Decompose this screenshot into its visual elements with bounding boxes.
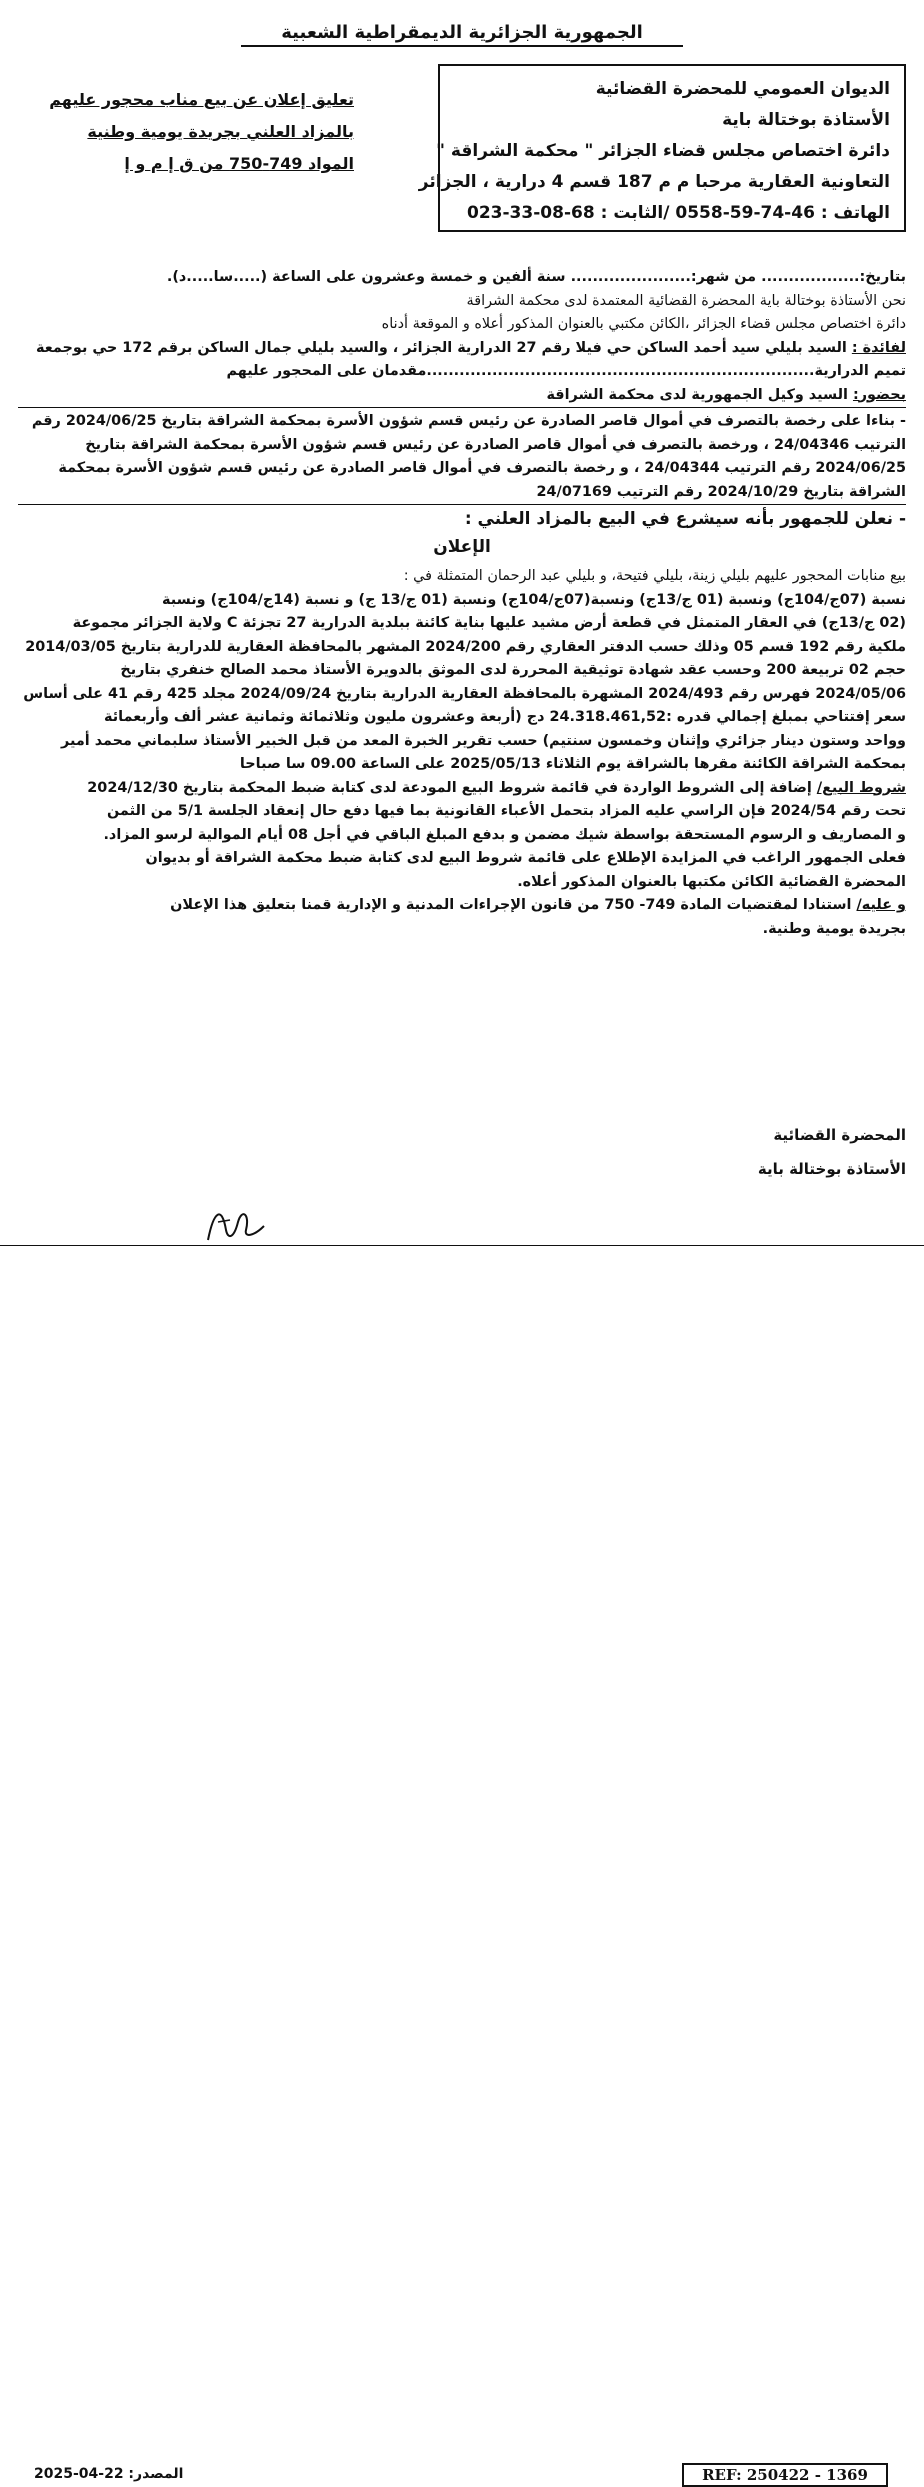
sale-line-3: (02 ج/13ج) في العقار المتمثل في قطعة أرض مشيد عليها بناية كائنة ببلدية الدرارية 27 تجزئة C ولاية الجزائر مجموعة: [72, 615, 906, 631]
sale-line-5: حجم 02 تربيعة 200 وحسب عقد شهادة توثيقية المحررة لدى الموثق بالدويرة الأستاذ محمد الصالح خنفري بتاريخ: [120, 662, 906, 678]
footer: [0, 1230, 924, 2484]
publication-note: [24, 84, 354, 180]
sale-line-7: سعر إفتتاحي بمبلغ إجمالي قدره :24.318.461,52 دج (أربعة وعشرون مليون وثلاثمائة وثمانية عشر ألف وأربعمائة: [104, 709, 906, 725]
signature-name: الأستاذة بوختالة باية: [757, 1160, 906, 1178]
sale-line-4: ملكية رقم 192 قسم 05 وذلك حسب الدفتر العقاري رقم 2024/200 المشهر بالمحافظة العقارية للدرارية بتاريخ 2014/03/05: [25, 638, 906, 655]
therefore-label: و عليه/: [856, 897, 906, 913]
for-label: لفائدة :: [851, 339, 906, 356]
publication-note-line1: تعليق إعلان عن بيع مناب محجور عليهم: [49, 90, 354, 109]
sale-line-8: وواحد وستون دينار جزائري وإثنان وخمسون سنتيم) حسب تقرير الخبرة المعد من قبل الخبير الأستاذ سلبماني محمد أمير: [61, 732, 906, 749]
terms-line-5: المحضرة القضائية الكائن مكتبها بالعنوان المذكور أعلاه.: [517, 873, 906, 890]
sale-line-2: نسبة (07ج/104ج) ونسبة (01 ج/13ج) ونسبة(07ج/104ج) ونسبة (01 ج/13 ج) و نسبة (14ج/104ج) ونسبة: [162, 591, 906, 608]
reference-box: REF: 250422 - 1369: [682, 2463, 888, 2487]
sale-line-6: 2024/05/06 فهرس رقم 2024/493 المشهرة بالمحافظة العقارية الدرارية بتاريخ 2024/09/24 مجلد 425 رقم 41 على أساس: [23, 685, 906, 702]
terms-line-1: إضافة إلى الشروط الواردة في قائمة شروط البيع المودعة لدى كتابة ضبط المحكمة بتاريخ 2024/12/30: [87, 779, 812, 796]
basis-line-3: 2024/06/25 رقم الترتيب 24/04344 ، و رخصة بالتصرف في أموال قاصر الصادرة عن رئيس قسم شؤون الأسرة بمحكمة: [58, 460, 906, 476]
terms-label: شروط البيع/: [816, 779, 906, 796]
presence-label: بحضور:: [852, 386, 906, 403]
republic-title: الجمهورية الجزائرية الديمقراطية الشعبية: [241, 22, 683, 47]
announce-line: - نعلن للجمهور بأنه سيشرع في البيع بالمزاد العلني :: [464, 509, 906, 529]
basis-line-4: الشراقة بتاريخ 2024/10/29 رقم الترتيب 24/07169: [18, 481, 906, 506]
office-name: الديوان العمومي للمحضرة القضائية: [595, 79, 890, 99]
terms-line-2: تحت رقم 2024/54 فإن الراسي عليه المزاد بتحمل الأعباء القانونية بما فيها دفع حال إنعقاد الجلسة 5/1 من الثمن: [106, 803, 906, 819]
office-jurisdiction: دائرة اختصاص مجلس قضاء الجزائر " محكمة الشراقة ": [436, 141, 890, 161]
republic-header: [0, 22, 924, 43]
office-phone: الهاتف : 46-74-59-0558 /الثابت : 68-08-33-023: [466, 203, 890, 223]
publication-note-line2: بالمزاد العلني بجريدة يومية وطنية: [87, 122, 354, 141]
basis-line-2: الترتيب 24/04346 ، ورخصة بالتصرف في أموال قاصر الصادرة عن رئيس قسم شؤون الأسرة بمحكمة الشراقة بتاريخ: [85, 436, 906, 453]
bailiff-name: الأستاذة بوختالة باية: [722, 110, 890, 130]
for-text-2: تميم الدرارية.......................................................................مقدمان على المحجور عليهم: [226, 363, 906, 379]
bailiff-office-box: [418, 64, 906, 232]
publication-note-line3: المواد 749-750 من ق إ م و إ: [124, 154, 354, 173]
announce-title: الإعلان: [433, 537, 491, 557]
basis-line-1: - بناءا على رخصة بالتصرف في أموال قاصر الصادرة عن رئيس قسم شؤون الأسرة بمحكمة الشراقة بتاريخ 2024/06/25 رقم: [31, 413, 906, 429]
sale-line-9: بمحكمة الشراقة الكائنة مقرها بالشراقة يوم الثلاثاء 2025/05/13 على الساعة 09.00 سا صباحا: [239, 756, 906, 772]
intro-line-1: نحن الأستاذة بوختالة باية المحضرة القضائية المعتمدة لدى محكمة الشراقة: [466, 292, 906, 309]
for-text-1: السيد بليلي سيد أحمد الساكن حي فيلا رقم 27 الدرارية الجزائر ، والسيد بليلي جمال الساكن برقم 172 حي بوجمعة: [36, 339, 847, 356]
signature-title: المحضرة القضائية: [773, 1126, 906, 1144]
intro-line-2: دائرة اختصاص مجلس قضاء الجزائر ،الكائن مكتبي بالعنوان المذكور أعلاه و الموقعة أدناه: [381, 316, 906, 332]
therefore-line-2: بجريدة يومية وطنية.: [762, 920, 906, 937]
notice-body: [18, 266, 906, 941]
therefore-line-1: استنادا لمقتضيات المادة 749- 750 من قانون الإجراءات المدنية و الإدارية قمنا بتعليق هذا الإعلان: [170, 897, 852, 913]
signature-block: [758, 1118, 906, 1186]
terms-line-3: و المصاريف و الرسوم المستحقة بواسطة شيك مضمن و بدفع المبلغ الباقي في أجل 08 أيام الموالية لرسو المزاد.: [103, 826, 906, 843]
sale-line-1: بيع منابات المحجور عليهم بليلي زينة، بليلي فتيحة، و بليلي عبد الرحمان المتمثلة في :: [403, 568, 906, 584]
presence-text: السيد وكيل الجمهورية لدى محكمة الشراقة: [546, 386, 848, 403]
office-address: التعاونية العقارية مرحبا م م 187 قسم 4 درارية ، الجزائر: [418, 172, 890, 192]
source-date: المصدر: 22-04-2025: [30, 2463, 187, 2485]
footer-divider: [0, 1245, 924, 1246]
date-line: بتاريخ:.................. من شهر:...................... سنة ألفين و خمسة وعشرون على الساعة (.....سا.....د).: [166, 269, 906, 285]
terms-line-4: فعلى الجمهور الراغب في المزايدة الإطلاع على قائمة شروط البيع لدى كتابة ضبط محكمة الشراقة أو بديوان: [145, 850, 906, 866]
